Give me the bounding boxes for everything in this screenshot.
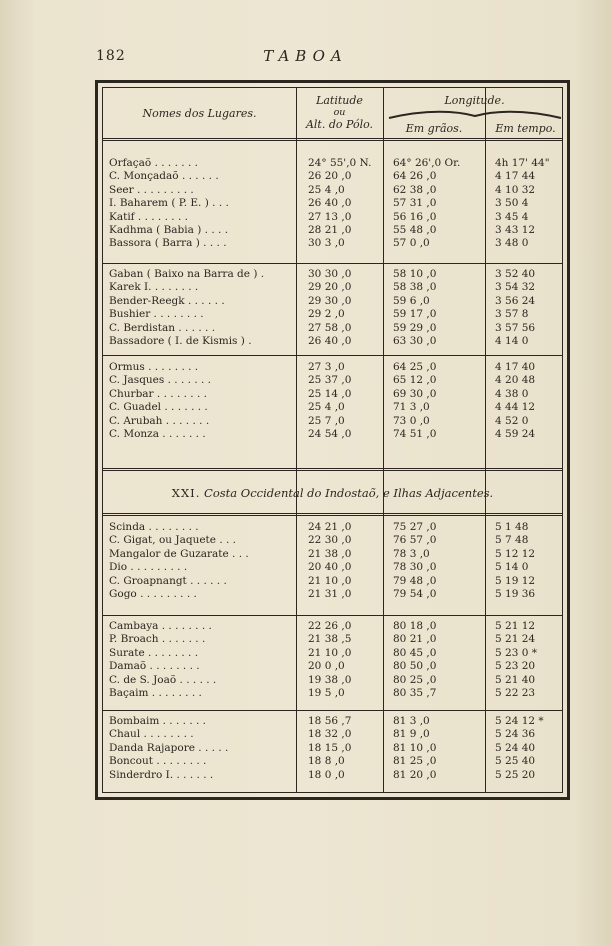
longitude-time-value: 3 52 40 xyxy=(495,268,536,280)
latitude-value: 26 20 ,0 xyxy=(308,170,352,183)
table-row xyxy=(103,211,562,223)
place-name: C. Berdistan . . . . . . xyxy=(109,321,216,334)
table-row xyxy=(103,728,562,740)
longitude-time-value: 5 7 48 xyxy=(495,534,529,547)
longitude-degrees-value: 64 25 ,0 xyxy=(393,361,437,373)
header-longitude-degrees-label: Em grãos. xyxy=(405,122,463,135)
longitude-degrees-value: 75 27 ,0 xyxy=(393,521,437,533)
latitude-value: 21 31 ,0 xyxy=(308,588,352,600)
place-name: Katif . . . . . . . . xyxy=(109,210,188,223)
table-row xyxy=(103,548,562,560)
longitude-degrees-value: 80 45 ,0 xyxy=(393,646,437,659)
table-row xyxy=(103,620,562,632)
table-row xyxy=(103,769,562,781)
longitude-time-value: 3 43 12 xyxy=(495,224,536,236)
group-rule xyxy=(103,355,562,356)
header-latitude-line2: ou xyxy=(333,107,346,118)
header-latitude-line3: Alt. do Pólo. xyxy=(305,118,374,131)
table-row xyxy=(103,224,562,236)
longitude-time-value: 3 56 24 xyxy=(495,294,536,307)
section-heading: Costa Occidental do Indostaõ, e Ilhas Adjacentes. xyxy=(204,486,494,500)
longitude-degrees-value: 79 54 ,0 xyxy=(393,588,437,600)
coordinate-table xyxy=(102,87,563,793)
longitude-degrees-value: 80 18 ,0 xyxy=(393,620,437,632)
latitude-value: 25 4 ,0 xyxy=(308,401,345,414)
place-name: Bassadore ( I. de Kismis ) . xyxy=(109,335,252,347)
table-row xyxy=(103,633,562,645)
latitude-value: 29 20 ,0 xyxy=(308,281,352,294)
running-head: TABOA xyxy=(263,47,348,65)
longitude-time-value: 5 1 48 xyxy=(495,521,529,533)
longitude-time-value: 4 44 12 xyxy=(495,401,536,414)
longitude-degrees-value: 80 50 ,0 xyxy=(393,660,437,673)
latitude-value: 18 56 ,7 xyxy=(308,715,352,727)
longitude-degrees-value: 81 9 ,0 xyxy=(393,728,430,741)
latitude-value: 25 37 ,0 xyxy=(308,374,352,387)
section-number: XXI. xyxy=(171,486,201,500)
latitude-value: 18 15 ,0 xyxy=(308,741,352,754)
latitude-value: 18 32 ,0 xyxy=(308,728,352,741)
table-row xyxy=(103,415,562,427)
longitude-time-value: 4 10 32 xyxy=(495,183,536,196)
longitude-degrees-value: 81 20 ,0 xyxy=(393,768,437,781)
table-row xyxy=(103,197,562,209)
place-name: Orfaçaõ . . . . . . . xyxy=(109,157,198,169)
place-name: Cambaya . . . . . . . . xyxy=(109,620,212,632)
group-rule xyxy=(103,710,562,711)
place-name: I. Baharem ( P. E. ) . . . xyxy=(109,197,229,210)
longitude-time-value: 5 25 40 xyxy=(495,755,536,768)
longitude-time-value: 5 12 12 xyxy=(495,547,536,560)
longitude-degrees-value: 63 30 ,0 xyxy=(393,335,437,347)
place-name: Bender-Reegk . . . . . . xyxy=(109,294,225,307)
longitude-time-value: 3 48 0 xyxy=(495,237,529,250)
longitude-degrees-value: 58 10 ,0 xyxy=(393,268,437,280)
header-latitude-line1: Latitude xyxy=(316,94,363,107)
table-row xyxy=(103,157,562,169)
place-name: Bombaim . . . . . . . xyxy=(109,715,207,727)
header-longitude-label: Longitude. xyxy=(444,94,505,107)
place-name: Boncout . . . . . . . . xyxy=(109,755,207,768)
table-row xyxy=(103,561,562,573)
longitude-time-value: 4 20 48 xyxy=(495,374,536,387)
latitude-value: 21 38 ,0 xyxy=(308,547,352,560)
latitude-value: 27 58 ,0 xyxy=(308,321,352,334)
longitude-time-value: 4h 17' 44" xyxy=(495,157,550,169)
latitude-value: 21 10 ,0 xyxy=(308,646,352,659)
latitude-value: 22 26 ,0 xyxy=(308,620,352,632)
header-names-label: Nomes dos Lugares. xyxy=(142,107,257,120)
longitude-time-value: 4 52 0 xyxy=(495,414,529,427)
latitude-value: 24° 55',0 N. xyxy=(308,157,372,169)
longitude-degrees-value: 64 26 ,0 xyxy=(393,170,437,183)
longitude-degrees-value: 59 29 ,0 xyxy=(393,321,437,334)
table-row xyxy=(103,588,562,600)
latitude-value: 25 14 ,0 xyxy=(308,387,352,400)
place-name: Gaban ( Baixo na Barra de ) . xyxy=(109,268,265,280)
longitude-degrees-value: 81 10 ,0 xyxy=(393,741,437,754)
longitude-degrees-value: 69 30 ,0 xyxy=(393,387,437,400)
header-longitude xyxy=(383,95,566,107)
place-name: Ormus . . . . . . . . xyxy=(109,361,199,373)
longitude-time-value: 4 17 40 xyxy=(495,361,536,373)
place-name: C. de S. Joaõ . . . . . . xyxy=(109,673,217,686)
latitude-value: 27 13 ,0 xyxy=(308,210,352,223)
longitude-degrees-value: 59 6 ,0 xyxy=(393,294,430,307)
table-row xyxy=(103,295,562,307)
longitude-degrees-value: 62 38 ,0 xyxy=(393,183,437,196)
longitude-time-value: 5 24 40 xyxy=(495,741,536,754)
table-row xyxy=(103,374,562,386)
latitude-value: 28 21 ,0 xyxy=(308,224,352,236)
header-latitude xyxy=(296,95,383,131)
longitude-time-value: 5 21 24 xyxy=(495,633,536,646)
latitude-value: 29 2 ,0 xyxy=(308,308,345,321)
section-title xyxy=(103,486,562,500)
longitude-time-value: 3 54 32 xyxy=(495,281,536,294)
longitude-time-value: 5 25 20 xyxy=(495,768,536,781)
place-name: C. Jasques . . . . . . . xyxy=(109,374,212,387)
place-name: Churbar . . . . . . . . xyxy=(109,387,207,400)
place-name: C. Arubah . . . . . . . xyxy=(109,414,210,427)
longitude-degrees-value: 76 57 ,0 xyxy=(393,534,437,547)
table-row xyxy=(103,237,562,249)
place-name: Danda Rajapore . . . . . xyxy=(109,741,229,754)
longitude-degrees-value: 81 3 ,0 xyxy=(393,715,430,727)
table-row xyxy=(103,428,562,440)
longitude-time-value: 5 23 20 xyxy=(495,660,536,673)
longitude-degrees-value: 57 31 ,0 xyxy=(393,197,437,210)
header-longitude-time-label: Em tempo. xyxy=(495,122,556,135)
place-name: Bassora ( Barra ) . . . . xyxy=(109,237,227,250)
longitude-degrees-value: 78 30 ,0 xyxy=(393,561,437,574)
table-row xyxy=(103,335,562,347)
place-name: P. Broach . . . . . . . xyxy=(109,633,206,646)
table-row xyxy=(103,308,562,320)
longitude-time-value: 5 21 12 xyxy=(495,620,536,632)
table-row xyxy=(103,715,562,727)
header-longitude-time xyxy=(485,123,566,135)
latitude-value: 26 40 ,0 xyxy=(308,335,352,347)
latitude-value: 25 4 ,0 xyxy=(308,183,345,196)
longitude-degrees-value: 80 25 ,0 xyxy=(393,673,437,686)
place-name: C. Groapnangt . . . . . . xyxy=(109,574,227,587)
table-row xyxy=(103,660,562,672)
longitude-degrees-value: 55 48 ,0 xyxy=(393,224,437,236)
latitude-value: 26 40 ,0 xyxy=(308,197,352,210)
latitude-value: 18 0 ,0 xyxy=(308,768,345,781)
place-name: Scinda . . . . . . . . xyxy=(109,521,199,533)
table-row xyxy=(103,184,562,196)
longitude-time-value: 4 14 0 xyxy=(495,335,529,347)
longitude-degrees-value: 81 25 ,0 xyxy=(393,755,437,768)
longitude-degrees-value: 58 38 ,0 xyxy=(393,281,437,294)
place-name: Surate . . . . . . . . xyxy=(109,646,199,659)
longitude-time-value: 5 23 0 * xyxy=(495,646,537,659)
place-name: Karek I. . . . . . . . xyxy=(109,281,199,294)
longitude-degrees-value: 71 3 ,0 xyxy=(393,401,430,414)
longitude-degrees-value: 73 0 ,0 xyxy=(393,414,430,427)
table-row xyxy=(103,534,562,546)
longitude-degrees-value: 80 21 ,0 xyxy=(393,633,437,646)
longitude-time-value: 5 22 23 xyxy=(495,687,536,699)
longitude-degrees-value: 59 17 ,0 xyxy=(393,308,437,321)
latitude-value: 29 30 ,0 xyxy=(308,294,352,307)
longitude-degrees-value: 65 12 ,0 xyxy=(393,374,437,387)
latitude-value: 30 30 ,0 xyxy=(308,268,352,280)
place-name: Seer . . . . . . . . . xyxy=(109,183,194,196)
group-rule xyxy=(103,263,562,264)
longitude-time-value: 5 19 12 xyxy=(495,574,536,587)
place-name: C. Gigat, ou Jaquete . . . xyxy=(109,534,237,547)
longitude-time-value: 4 38 0 xyxy=(495,387,529,400)
table-row xyxy=(103,361,562,373)
longitude-time-value: 3 57 8 xyxy=(495,308,529,321)
table-row xyxy=(103,755,562,767)
table-row xyxy=(103,281,562,293)
place-name: C. Guadel . . . . . . . xyxy=(109,401,208,414)
longitude-degrees-value: 78 3 ,0 xyxy=(393,547,430,560)
section-top-rule xyxy=(103,468,562,471)
place-name: C. Monza . . . . . . . xyxy=(109,428,206,440)
latitude-value: 21 10 ,0 xyxy=(308,574,352,587)
latitude-value: 18 8 ,0 xyxy=(308,755,345,768)
longitude-time-value: 3 50 4 xyxy=(495,197,529,210)
place-name: Mangalor de Guzarate . . . xyxy=(109,547,249,560)
latitude-value: 27 3 ,0 xyxy=(308,361,345,373)
longitude-time-value: 5 24 12 * xyxy=(495,715,544,727)
longitude-degrees-value: 57 0 ,0 xyxy=(393,237,430,250)
group-rule xyxy=(103,615,562,616)
section-bottom-rule xyxy=(103,513,562,516)
latitude-value: 21 38 ,5 xyxy=(308,633,352,646)
header-longitude-degrees xyxy=(383,123,485,135)
latitude-value: 25 7 ,0 xyxy=(308,414,345,427)
longitude-degrees-value: 56 16 ,0 xyxy=(393,210,437,223)
table-row xyxy=(103,401,562,413)
latitude-value: 20 0 ,0 xyxy=(308,660,345,673)
place-name: C. Monçadaõ . . . . . . xyxy=(109,170,219,183)
longitude-time-value: 5 21 40 xyxy=(495,673,536,686)
longitude-degrees-value: 79 48 ,0 xyxy=(393,574,437,587)
longitude-bracket-swash xyxy=(387,107,563,121)
table-row xyxy=(103,322,562,334)
longitude-time-value: 5 24 36 xyxy=(495,728,536,741)
latitude-value: 24 21 ,0 xyxy=(308,521,352,533)
longitude-time-value: 5 19 36 xyxy=(495,588,536,600)
longitude-degrees-value: 74 51 ,0 xyxy=(393,428,437,440)
place-name: Sinderdro I. . . . . . . xyxy=(109,768,214,781)
place-name: Chaul . . . . . . . . xyxy=(109,728,194,741)
place-name: Gogo . . . . . . . . . xyxy=(109,588,197,600)
longitude-degrees-value: 80 35 ,7 xyxy=(393,687,437,699)
place-name: Dio . . . . . . . . . xyxy=(109,561,188,574)
latitude-value: 22 30 ,0 xyxy=(308,534,352,547)
place-name: Baçaim . . . . . . . . xyxy=(109,687,202,699)
longitude-time-value: 4 17 44 xyxy=(495,170,536,183)
table-row xyxy=(103,742,562,754)
longitude-time-value: 4 59 24 xyxy=(495,428,536,440)
latitude-value: 24 54 ,0 xyxy=(308,428,352,440)
table-row xyxy=(103,647,562,659)
table-row xyxy=(103,170,562,182)
longitude-time-value: 3 45 4 xyxy=(495,210,529,223)
table-row xyxy=(103,268,562,280)
table-frame xyxy=(95,80,570,800)
longitude-time-value: 3 57 56 xyxy=(495,321,536,334)
latitude-value: 30 3 ,0 xyxy=(308,237,345,250)
table-row xyxy=(103,674,562,686)
longitude-degrees-value: 64° 26',0 Or. xyxy=(393,157,461,169)
latitude-value: 20 40 ,0 xyxy=(308,561,352,574)
latitude-value: 19 38 ,0 xyxy=(308,673,352,686)
header-rule xyxy=(103,138,562,141)
latitude-value: 19 5 ,0 xyxy=(308,687,345,699)
table-row xyxy=(103,687,562,699)
table-row xyxy=(103,521,562,533)
table-row xyxy=(103,575,562,587)
page-number: 182 xyxy=(96,48,126,64)
longitude-time-value: 5 14 0 xyxy=(495,561,529,574)
place-name: Bushier . . . . . . . . xyxy=(109,308,204,321)
place-name: Kadhma ( Babia ) . . . . xyxy=(109,224,229,236)
table-row xyxy=(103,388,562,400)
header-names xyxy=(103,108,296,120)
place-name: Damaõ . . . . . . . . xyxy=(109,660,200,673)
